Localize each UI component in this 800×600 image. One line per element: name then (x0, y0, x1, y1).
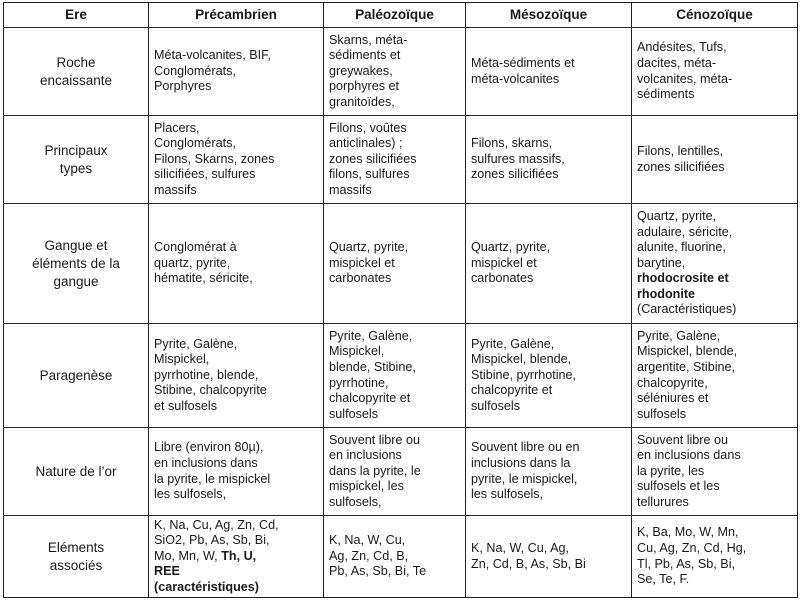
cell-line: sulfosels (329, 406, 378, 421)
cell-line: Quartz, pyrite, (329, 240, 409, 255)
table-cell (466, 28, 632, 116)
row-label-line: associés (49, 557, 103, 573)
cell-line: sédiments et (329, 48, 401, 63)
cell-line: et sulfosels (154, 398, 217, 413)
cell-line: Mispickel, (329, 344, 385, 359)
cell-line: zones silicifiées (637, 159, 725, 174)
cell-line-bold: REE (154, 564, 180, 579)
cell-line: la pyrite, les (637, 463, 705, 478)
cell-line: Se, Te, F. (637, 572, 690, 587)
cell-line: silicifiées, sulfures (154, 167, 256, 182)
cell-line: les sulfosels, (471, 487, 544, 502)
gold-deposit-table (3, 2, 798, 598)
cell-line: Zn, Cd, B, As, Sb, Bi (471, 556, 586, 571)
cell-line: Souvent libre ou en (471, 440, 580, 455)
cell-line: zones silicifiées (329, 151, 417, 166)
table-cell (466, 116, 632, 204)
header-precambrian: Précambrien (149, 3, 324, 28)
cell-line: méta-volcanites (471, 71, 560, 86)
cell-line: Porphyres (154, 79, 212, 94)
cell-line: pyrrhotine, blende, (154, 367, 259, 382)
cell-line: les sulfosels, (154, 487, 227, 502)
cell-line: en inclusions dans (637, 448, 741, 463)
cell-line: dacites, méta- (637, 55, 717, 70)
table-cell (632, 204, 798, 324)
cell-line: granitoïdes, (329, 94, 395, 109)
cell-line: Ag, Zn, Cd, B, (329, 548, 409, 563)
cell-line: Filons, skarns, (471, 136, 553, 151)
cell-line: Placers, (154, 120, 200, 135)
table-cell (324, 324, 466, 428)
row-label-line: Gangue et (44, 237, 108, 253)
cell-line: mispickel, les (329, 479, 404, 494)
cell-line: argentite, Stibine, (637, 359, 736, 374)
cell-line: filons, sulfures (329, 167, 410, 182)
row-label-line: Nature de l’or (35, 463, 117, 479)
cell-line: Souvent libre ou (329, 432, 421, 447)
cell-line: Mispickel, blende, (471, 352, 572, 367)
row-label-line: Paragenèse (39, 367, 113, 383)
cell-line: en inclusions (329, 448, 402, 463)
row-label-line: Roche (56, 54, 96, 70)
cell-line: la pyrite, le mispickel (154, 471, 271, 486)
cell-line: Pyrite, Galène, (471, 336, 555, 351)
cell-line: chalcopyrite, (637, 375, 708, 390)
cell-line: Pyrite, Galène, (154, 336, 238, 351)
table-cell (466, 516, 632, 598)
cell-line: sulfosels et les (637, 479, 720, 494)
cell-line: en inclusions dans (154, 455, 258, 470)
cell-line: sulfosels (471, 398, 520, 413)
table-row (4, 428, 798, 516)
table-cell (324, 204, 466, 324)
cell-line: K, Na, Cu, Ag, Zn, Cd, (154, 517, 279, 532)
cell-line: pyrrhotine, (329, 375, 389, 390)
table-row (4, 204, 798, 324)
cell-line: Conglomérats, (154, 136, 236, 151)
cell-line: Conglomérat à (154, 240, 237, 255)
cell-line: K, Ba, Mo, W, Mn, (637, 525, 739, 540)
cell-line (154, 549, 319, 565)
cell-line: sulfosels (637, 406, 686, 421)
table-cell (324, 428, 466, 516)
table-cell (632, 324, 798, 428)
cell-line: Quartz, pyrite, (637, 208, 717, 223)
cell-line: Mispickel, (154, 352, 210, 367)
row-label (4, 28, 149, 116)
cell-line: Filons, voûtes (329, 120, 407, 135)
cell-line: Stibine, chalcopyrite (154, 383, 267, 398)
table-row (4, 324, 798, 428)
cell-line: carbonates (329, 271, 392, 286)
cell-line: barytine, (637, 255, 686, 270)
row-label (4, 516, 149, 598)
header-cenozoic: Cénozoïque (632, 3, 798, 28)
cell-line: Stibine, pyrrhotine, (471, 367, 577, 382)
header-paleozoic: Paléozoïque (324, 3, 466, 28)
cell-line: Filons, Skarns, zones (154, 151, 275, 166)
row-label-line: gangue (53, 273, 99, 289)
cell-line: Méta-volcanites, BIF, (154, 48, 271, 63)
header-era: Ere (4, 3, 149, 28)
cell-line: mispickel et (329, 255, 395, 270)
cell-line-part: Mo, Mn, W, (154, 548, 222, 563)
cell-line: K, Na, W, Cu, (329, 533, 406, 548)
row-label (4, 428, 149, 516)
cell-line: (Caractéristiques) (637, 302, 737, 317)
cell-line: Pb, As, Sb, Bi, Te (329, 564, 427, 579)
cell-line: Pyrite, Galène, (329, 328, 413, 343)
row-label-line: encaissante (39, 72, 113, 88)
cell-line: sédiments (637, 87, 695, 102)
table-cell (632, 28, 798, 116)
table-row (4, 116, 798, 204)
cell-line: adulaire, séricite, (637, 224, 733, 239)
cell-line: Andésites, Tufs, (637, 40, 727, 55)
table-cell (149, 28, 324, 116)
header-mesozoic: Mésozoïque (466, 3, 632, 28)
cell-line: SiO2, Pb, As, Sb, Bi, (154, 533, 270, 548)
table-cell (632, 116, 798, 204)
cell-line: massifs (154, 182, 197, 197)
cell-line-bold: (caractéristiques) (154, 579, 259, 594)
cell-line: chalcopyrite et (471, 383, 553, 398)
cell-line-part-bold: Th, U, (221, 548, 257, 563)
cell-line: chalcopyrite et (329, 391, 411, 406)
row-label (4, 324, 149, 428)
cell-line: hématite, séricite, (154, 271, 253, 286)
cell-line-bold: rhodocrosite et (637, 271, 729, 286)
cell-line: Skarns, méta- (329, 32, 408, 47)
cell-line: massifs (329, 182, 372, 197)
cell-line: anticlinales) ; (329, 136, 403, 151)
cell-line: carbonates (471, 271, 534, 286)
cell-line: Quartz, pyrite, (471, 240, 551, 255)
cell-line: Cu, Ag, Zn, Cd, Hg, (637, 540, 747, 555)
table-cell (324, 28, 466, 116)
table-cell (324, 116, 466, 204)
cell-line: volcanites, méta- (637, 71, 733, 86)
cell-line: mispickel et (471, 255, 537, 270)
table-cell (149, 116, 324, 204)
row-label-line: types (59, 160, 93, 176)
cell-line-bold: rhodonite (637, 286, 696, 301)
cell-line: Conglomérats, (154, 63, 236, 78)
cell-line: Souvent libre ou (637, 432, 729, 447)
cell-line: Méta-sédiments et (471, 55, 575, 70)
table-cell (149, 324, 324, 428)
row-label (4, 116, 149, 204)
cell-line: pyrite, le mispickel, (471, 471, 578, 486)
cell-line: Pyrite, Galène, (637, 328, 721, 343)
table-row (4, 28, 798, 116)
cell-line: blende, Stibine, (329, 359, 416, 374)
table-cell (466, 428, 632, 516)
cell-line: dans la pyrite, le (329, 463, 421, 478)
cell-line: sulfures massifs, (471, 151, 565, 166)
row-label (4, 204, 149, 324)
table-cell (466, 204, 632, 324)
cell-line: K, Na, W, Cu, Ag, (471, 540, 569, 555)
cell-line: Tl, Pb, As, Sb, Bi, (637, 556, 735, 571)
table-cell (149, 204, 324, 324)
cell-line: Filons, lentilles, (637, 143, 724, 158)
cell-line: greywakes, (329, 63, 393, 78)
cell-line: alunite, fluorine, (637, 240, 726, 255)
cell-line: séléniures et (637, 391, 709, 406)
cell-line: quartz, pyrite, (154, 255, 231, 270)
cell-line: Mispickel, blende, (637, 344, 738, 359)
table-cell (632, 516, 798, 598)
cell-line: zones silicifiées (471, 167, 559, 182)
row-label-line: Principaux (44, 142, 108, 158)
table-cell (324, 516, 466, 598)
cell-line: tellurures (637, 494, 689, 509)
table-row (4, 516, 798, 598)
header-row (4, 3, 798, 28)
table-cell (466, 324, 632, 428)
row-label-line: éléments de la (32, 255, 120, 271)
cell-line: sulfosels, (329, 494, 382, 509)
table-cell (149, 516, 324, 598)
row-label-line: Eléments (47, 539, 105, 555)
table-cell (149, 428, 324, 516)
table-cell (632, 428, 798, 516)
cell-line: Libre (environ 80µ), (154, 440, 264, 455)
cell-line: inclusions dans la (471, 455, 571, 470)
cell-line: porphyres et (329, 79, 400, 94)
